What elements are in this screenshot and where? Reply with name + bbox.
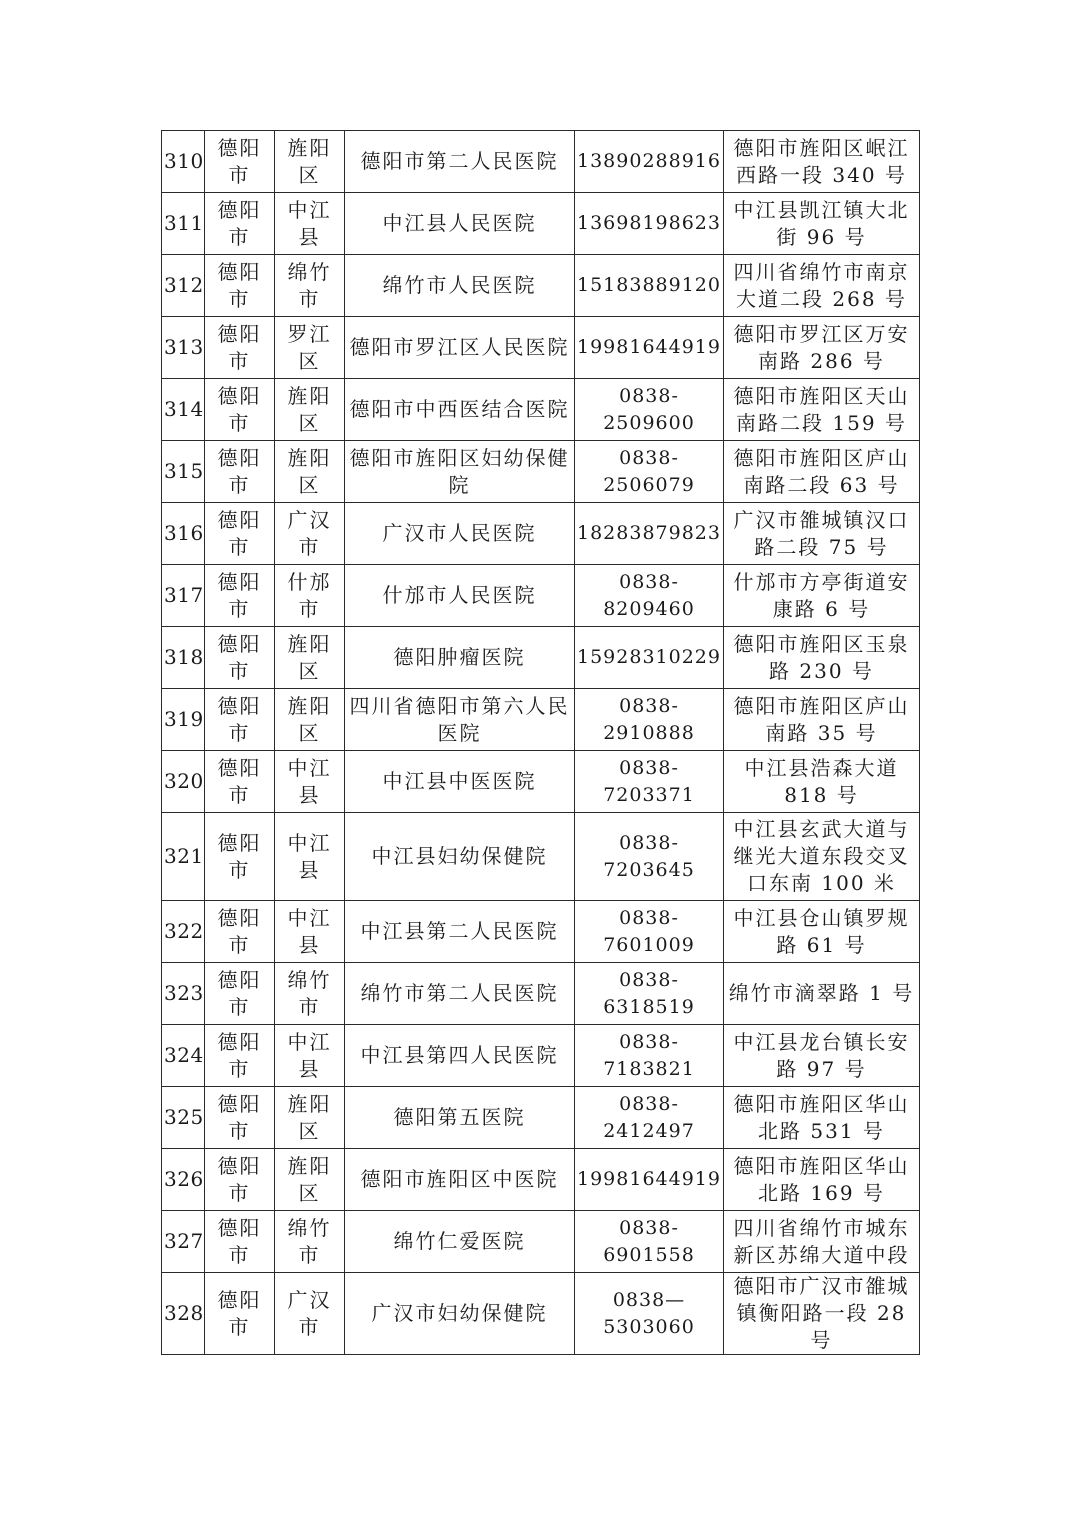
- district-cell: 中江县: [275, 193, 345, 255]
- city-cell: 德阳市: [205, 379, 275, 441]
- hospital-name-cell: 德阳市第二人民医院: [345, 131, 575, 193]
- city-cell: 德阳市: [205, 1273, 275, 1355]
- phone-cell: 0838-2412497: [575, 1087, 724, 1149]
- table-row: [162, 317, 920, 379]
- address-cell: 中江县玄武大道与继光大道东段交叉口东南 100 米: [724, 813, 920, 901]
- city-cell: 德阳市: [205, 813, 275, 901]
- hospital-name-cell: 广汉市人民医院: [345, 503, 575, 565]
- row-number: 322: [162, 901, 205, 963]
- row-number: 324: [162, 1025, 205, 1087]
- district-cell: 广汉市: [275, 503, 345, 565]
- table-row: [162, 1149, 920, 1211]
- row-number: 314: [162, 379, 205, 441]
- table-row: [162, 813, 920, 901]
- table-row: [162, 1025, 920, 1087]
- district-cell: 旌阳区: [275, 627, 345, 689]
- table-row: [162, 627, 920, 689]
- table-row: [162, 1087, 920, 1149]
- city-cell: 德阳市: [205, 503, 275, 565]
- district-cell: 旌阳区: [275, 131, 345, 193]
- phone-cell: 19981644919: [575, 1149, 724, 1211]
- table-row: [162, 689, 920, 751]
- table-row: [162, 751, 920, 813]
- address-cell: 德阳市广汉市雒城镇衡阳路一段 28 号: [724, 1273, 920, 1355]
- address-cell: 四川省绵竹市南京大道二段 268 号: [724, 255, 920, 317]
- row-number: 320: [162, 751, 205, 813]
- address-cell: 德阳市旌阳区天山南路二段 159 号: [724, 379, 920, 441]
- address-cell: 德阳市旌阳区庐山南路 35 号: [724, 689, 920, 751]
- address-cell: 中江县浩森大道 818 号: [724, 751, 920, 813]
- table-row: [162, 131, 920, 193]
- district-cell: 旌阳区: [275, 441, 345, 503]
- hospital-table: [161, 130, 920, 1355]
- hospital-name-cell: 什邡市人民医院: [345, 565, 575, 627]
- phone-cell: 0838-7203645: [575, 813, 724, 901]
- city-cell: 德阳市: [205, 565, 275, 627]
- hospital-name-cell: 四川省德阳市第六人民医院: [345, 689, 575, 751]
- address-cell: 德阳市旌阳区玉泉路 230 号: [724, 627, 920, 689]
- address-cell: 德阳市旌阳区庐山南路二段 63 号: [724, 441, 920, 503]
- city-cell: 德阳市: [205, 1211, 275, 1273]
- district-cell: 旌阳区: [275, 379, 345, 441]
- row-number: 311: [162, 193, 205, 255]
- district-cell: 什邡市: [275, 565, 345, 627]
- address-cell: 德阳市旌阳区华山北路 169 号: [724, 1149, 920, 1211]
- hospital-name-cell: 绵竹仁爱医院: [345, 1211, 575, 1273]
- phone-cell: 0838-7183821: [575, 1025, 724, 1087]
- table-row: [162, 441, 920, 503]
- hospital-name-cell: 中江县人民医院: [345, 193, 575, 255]
- hospital-name-cell: 德阳市旌阳区妇幼保健院: [345, 441, 575, 503]
- address-cell: 中江县龙台镇长安路 97 号: [724, 1025, 920, 1087]
- phone-cell: 15928310229: [575, 627, 724, 689]
- hospital-name-cell: 中江县第二人民医院: [345, 901, 575, 963]
- district-cell: 旌阳区: [275, 1087, 345, 1149]
- hospital-table-body: [162, 131, 920, 1355]
- hospital-name-cell: 德阳市中西医结合医院: [345, 379, 575, 441]
- phone-cell: 0838-7601009: [575, 901, 724, 963]
- row-number: 313: [162, 317, 205, 379]
- city-cell: 德阳市: [205, 1149, 275, 1211]
- address-cell: 什邡市方亭街道安康路 6 号: [724, 565, 920, 627]
- city-cell: 德阳市: [205, 963, 275, 1025]
- table-row: [162, 565, 920, 627]
- row-number: 310: [162, 131, 205, 193]
- phone-cell: 0838-7203371: [575, 751, 724, 813]
- hospital-name-cell: 绵竹市人民医院: [345, 255, 575, 317]
- district-cell: 广汉市: [275, 1273, 345, 1355]
- phone-cell: 13890288916: [575, 131, 724, 193]
- row-number: 328: [162, 1273, 205, 1355]
- table-row: [162, 503, 920, 565]
- district-cell: 绵竹市: [275, 1211, 345, 1273]
- table-row: [162, 963, 920, 1025]
- city-cell: 德阳市: [205, 131, 275, 193]
- hospital-name-cell: 中江县中医医院: [345, 751, 575, 813]
- hospital-name-cell: 中江县第四人民医院: [345, 1025, 575, 1087]
- district-cell: 罗江区: [275, 317, 345, 379]
- row-number: 318: [162, 627, 205, 689]
- phone-cell: 18283879823: [575, 503, 724, 565]
- city-cell: 德阳市: [205, 627, 275, 689]
- hospital-name-cell: 中江县妇幼保健院: [345, 813, 575, 901]
- district-cell: 中江县: [275, 1025, 345, 1087]
- city-cell: 德阳市: [205, 441, 275, 503]
- phone-cell: 0838-6318519: [575, 963, 724, 1025]
- district-cell: 绵竹市: [275, 255, 345, 317]
- hospital-name-cell: 德阳肿瘤医院: [345, 627, 575, 689]
- district-cell: 旌阳区: [275, 1149, 345, 1211]
- row-number: 321: [162, 813, 205, 901]
- row-number: 326: [162, 1149, 205, 1211]
- hospital-name-cell: 德阳第五医院: [345, 1087, 575, 1149]
- city-cell: 德阳市: [205, 751, 275, 813]
- address-cell: 德阳市旌阳区岷江西路一段 340 号: [724, 131, 920, 193]
- city-cell: 德阳市: [205, 901, 275, 963]
- row-number: 312: [162, 255, 205, 317]
- hospital-name-cell: 绵竹市第二人民医院: [345, 963, 575, 1025]
- address-cell: 四川省绵竹市城东新区苏绵大道中段: [724, 1211, 920, 1273]
- table-row: [162, 901, 920, 963]
- phone-cell: 0838—5303060: [575, 1273, 724, 1355]
- address-cell: 中江县仓山镇罗规路 61 号: [724, 901, 920, 963]
- phone-cell: 0838-2506079: [575, 441, 724, 503]
- row-number: 316: [162, 503, 205, 565]
- city-cell: 德阳市: [205, 689, 275, 751]
- phone-cell: 19981644919: [575, 317, 724, 379]
- phone-cell: 0838-2910888: [575, 689, 724, 751]
- address-cell: 绵竹市滴翠路 1 号: [724, 963, 920, 1025]
- city-cell: 德阳市: [205, 317, 275, 379]
- row-number: 327: [162, 1211, 205, 1273]
- district-cell: 中江县: [275, 751, 345, 813]
- district-cell: 旌阳区: [275, 689, 345, 751]
- row-number: 323: [162, 963, 205, 1025]
- row-number: 325: [162, 1087, 205, 1149]
- row-number: 315: [162, 441, 205, 503]
- district-cell: 中江县: [275, 813, 345, 901]
- hospital-name-cell: 德阳市旌阳区中医院: [345, 1149, 575, 1211]
- district-cell: 中江县: [275, 901, 345, 963]
- city-cell: 德阳市: [205, 193, 275, 255]
- phone-cell: 13698198623: [575, 193, 724, 255]
- district-cell: 绵竹市: [275, 963, 345, 1025]
- table-row: [162, 1273, 920, 1355]
- phone-cell: 0838-6901558: [575, 1211, 724, 1273]
- row-number: 317: [162, 565, 205, 627]
- table-row: [162, 255, 920, 317]
- hospital-name-cell: 广汉市妇幼保健院: [345, 1273, 575, 1355]
- hospital-name-cell: 德阳市罗江区人民医院: [345, 317, 575, 379]
- table-row: [162, 379, 920, 441]
- table-row: [162, 193, 920, 255]
- phone-cell: 0838-2509600: [575, 379, 724, 441]
- row-number: 319: [162, 689, 205, 751]
- phone-cell: 0838-8209460: [575, 565, 724, 627]
- address-cell: 中江县凯江镇大北街 96 号: [724, 193, 920, 255]
- table-row: [162, 1211, 920, 1273]
- phone-cell: 15183889120: [575, 255, 724, 317]
- city-cell: 德阳市: [205, 1087, 275, 1149]
- address-cell: 德阳市旌阳区华山北路 531 号: [724, 1087, 920, 1149]
- city-cell: 德阳市: [205, 255, 275, 317]
- address-cell: 广汉市雒城镇汉口路二段 75 号: [724, 503, 920, 565]
- address-cell: 德阳市罗江区万安南路 286 号: [724, 317, 920, 379]
- city-cell: 德阳市: [205, 1025, 275, 1087]
